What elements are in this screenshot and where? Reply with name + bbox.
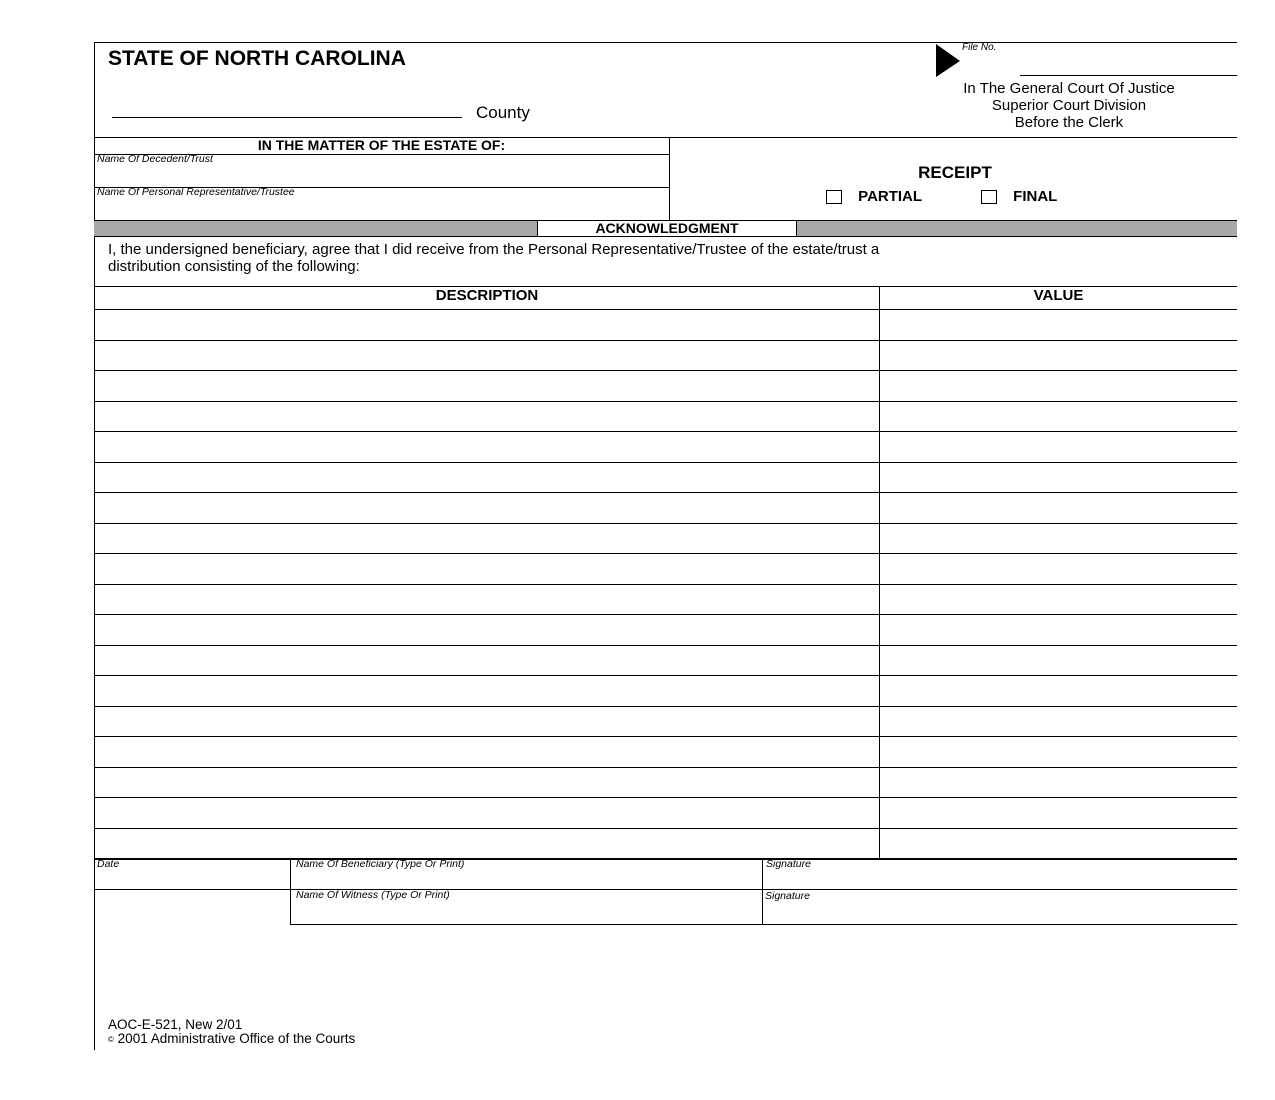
value-cell[interactable] <box>881 707 1236 736</box>
court-line-1: In The General Court Of Justice <box>963 80 1175 97</box>
signature-top-line <box>94 859 1237 860</box>
description-cell[interactable] <box>95 371 879 400</box>
description-cell[interactable] <box>95 829 879 858</box>
value-cell[interactable] <box>881 585 1236 614</box>
witness-name-label: Name Of Witness (Type Or Print) <box>296 889 450 901</box>
representative-label: Name Of Personal Representative/Trustee <box>97 186 295 198</box>
partial-checkbox[interactable] <box>826 190 842 204</box>
file-no-label: File No. <box>962 42 997 53</box>
copyright-line <box>108 1031 355 1046</box>
description-cell[interactable] <box>95 310 879 339</box>
beneficiary-row-bottom-line <box>94 889 1237 890</box>
value-cell[interactable] <box>881 524 1236 553</box>
state-title: STATE OF NORTH CAROLINA <box>108 47 406 70</box>
description-cell[interactable] <box>95 432 879 461</box>
court-line-3: Before the Clerk <box>1014 114 1124 131</box>
acknowledgment-text-line-1: I, the undersigned beneficiary, agree that I did receive from the Personal Representative/Trustee of the estate/trust a <box>108 241 880 258</box>
value-cell[interactable] <box>881 615 1236 644</box>
signature-divider-vertical <box>762 859 763 925</box>
description-header: DESCRIPTION <box>435 287 539 304</box>
value-header: VALUE <box>1033 287 1084 304</box>
value-cell[interactable] <box>881 554 1236 583</box>
beneficiary-signature-label: Signature <box>766 858 811 870</box>
description-cell[interactable] <box>95 463 879 492</box>
value-cell[interactable] <box>881 798 1236 827</box>
beneficiary-name-label: Name Of Beneficiary (Type Or Print) <box>296 858 465 870</box>
value-cell[interactable] <box>881 432 1236 461</box>
matter-heading: IN THE MATTER OF THE ESTATE OF: <box>257 137 506 153</box>
description-cell[interactable] <box>95 402 879 431</box>
description-cell[interactable] <box>95 768 879 797</box>
acknowledgment-text-line-2: distribution consisting of the following: <box>108 258 360 275</box>
copyright-text: 2001 Administrative Office of the Courts <box>117 1031 356 1046</box>
final-label: FINAL <box>1013 188 1058 205</box>
final-checkbox[interactable] <box>981 190 997 204</box>
court-line-2: Superior Court Division <box>991 97 1147 114</box>
final-option[interactable] <box>981 188 1057 205</box>
description-cell[interactable] <box>95 646 879 675</box>
partial-label: PARTIAL <box>858 188 923 205</box>
date-divider-vertical <box>290 859 291 925</box>
matter-divider-vertical <box>669 137 670 220</box>
description-cell[interactable] <box>95 737 879 766</box>
value-cell[interactable] <box>881 768 1236 797</box>
value-cell[interactable] <box>881 463 1236 492</box>
value-cell[interactable] <box>881 402 1236 431</box>
county-underline <box>112 117 462 118</box>
receipt-title: RECEIPT <box>918 163 992 182</box>
county-label: County <box>476 103 530 122</box>
partial-option[interactable] <box>826 188 922 205</box>
description-cell[interactable] <box>95 493 879 522</box>
description-cell[interactable] <box>95 341 879 370</box>
value-cell[interactable] <box>881 676 1236 705</box>
file-no-underline <box>1020 75 1237 76</box>
file-no-arrow-icon <box>936 44 962 78</box>
value-cell[interactable] <box>881 829 1236 858</box>
description-cell[interactable] <box>95 676 879 705</box>
value-cell[interactable] <box>881 737 1236 766</box>
description-cell[interactable] <box>95 524 879 553</box>
description-cell[interactable] <box>95 615 879 644</box>
value-cell[interactable] <box>881 371 1236 400</box>
description-cell[interactable] <box>95 554 879 583</box>
description-cell[interactable] <box>95 585 879 614</box>
decedent-label: Name Of Decedent/Trust <box>97 153 213 165</box>
court-info <box>900 80 1238 131</box>
frame-top-line <box>94 42 1237 43</box>
description-cell[interactable] <box>95 798 879 827</box>
copyright-icon: © <box>108 1034 114 1044</box>
value-cell[interactable] <box>881 310 1236 339</box>
value-cell[interactable] <box>881 341 1236 370</box>
value-cell[interactable] <box>881 646 1236 675</box>
acknowledgment-text <box>108 241 1228 275</box>
witness-row-bottom-line <box>290 924 1237 925</box>
table-column-divider <box>879 286 880 859</box>
witness-signature-label: Signature <box>765 890 810 902</box>
form-id: AOC-E-521, New 2/01 <box>108 1017 243 1032</box>
value-cell[interactable] <box>881 493 1236 522</box>
acknowledgment-heading: ACKNOWLEDGMENT <box>537 220 797 237</box>
date-label: Date <box>97 858 120 870</box>
description-cell[interactable] <box>95 707 879 736</box>
